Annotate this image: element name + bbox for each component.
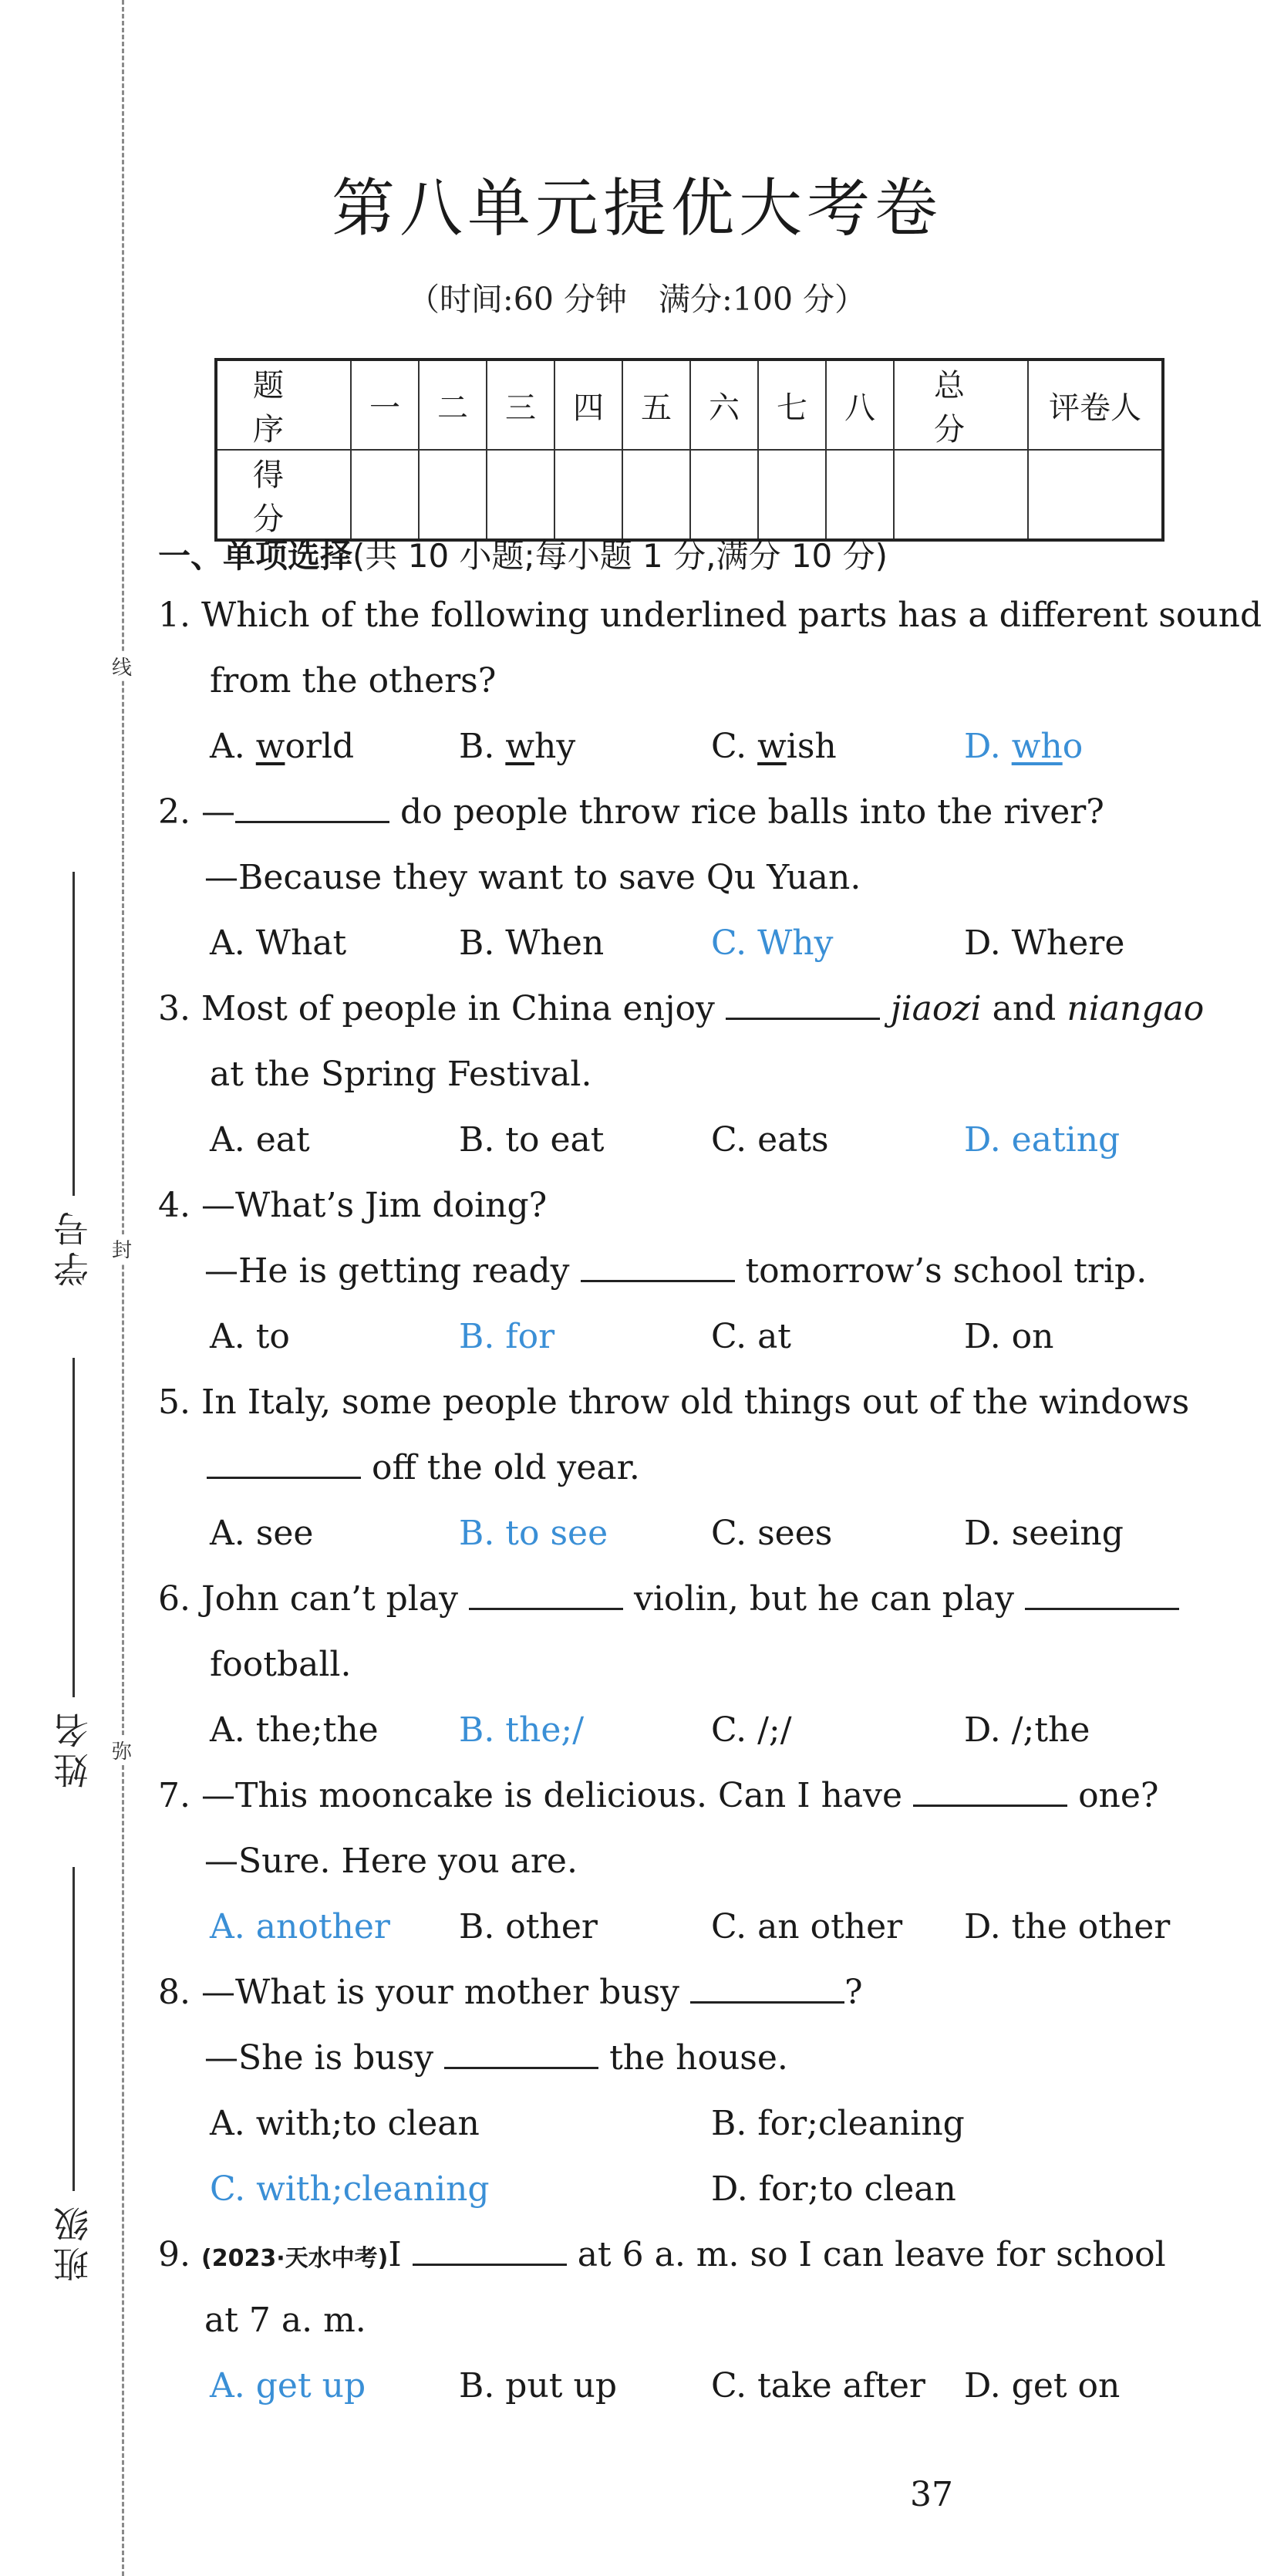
score-cell: 二: [419, 360, 487, 450]
class-field: [42, 1867, 104, 2282]
class-line: [72, 1867, 75, 2191]
option-c[interactable]: C. /;/: [711, 1710, 792, 1750]
question-text: at 6 a. m. so I can leave for school: [577, 2235, 1166, 2274]
option-d-answer[interactable]: D. eating: [964, 1120, 1121, 1160]
question-text: violin, but he can play: [633, 1579, 1014, 1619]
option-letter: B.: [459, 727, 495, 766]
option-d[interactable]: D. the other: [964, 1907, 1171, 1946]
option-d[interactable]: D. on: [964, 1317, 1054, 1356]
underlined-part: w: [255, 727, 285, 766]
word-niangao: niangao: [1067, 989, 1205, 1028]
question-source: (2023·天水中考): [201, 2245, 389, 2272]
option-d[interactable]: D. /;the: [964, 1710, 1090, 1750]
exam-subtitle: （时间:60 分钟 满分:100 分）: [407, 281, 867, 318]
score-table: [214, 358, 1164, 542]
option-c[interactable]: [711, 727, 837, 766]
option-a[interactable]: [210, 727, 354, 766]
score-input-cell[interactable]: [622, 450, 690, 540]
option-b[interactable]: B. for;cleaning: [711, 2104, 965, 2143]
option-b[interactable]: B. to eat: [459, 1120, 605, 1160]
score-table-score-row: [216, 450, 1163, 540]
question-text-cont: football.: [210, 1645, 352, 1684]
section-heading: [158, 531, 888, 577]
question-7: [158, 1776, 1159, 1815]
option-letter: A.: [210, 727, 245, 766]
question-text: —He is getting ready: [204, 1251, 570, 1291]
question-text: off the old year.: [372, 1448, 640, 1487]
score-cell: 总 分: [894, 360, 1028, 450]
answer-blank[interactable]: [413, 2237, 567, 2266]
question-6: [158, 1579, 1179, 1619]
question-4: [158, 1186, 547, 1225]
option-a-answer[interactable]: A. get up: [210, 2366, 366, 2406]
question-1: [158, 596, 1262, 635]
student-id-field: [42, 872, 104, 1287]
question-number: 7.: [158, 1776, 190, 1815]
option-b[interactable]: B. other: [459, 1907, 598, 1946]
score-cell: 六: [690, 360, 758, 450]
score-input-cell[interactable]: [826, 450, 894, 540]
score-input-cell[interactable]: [487, 450, 554, 540]
student-name-field: [42, 1358, 104, 1788]
question-text-cont: from the others?: [210, 661, 497, 701]
question-text: Which of the following underlined parts has a different sound: [201, 596, 1262, 635]
option-c[interactable]: C. an other: [711, 1907, 903, 1946]
score-input-cell[interactable]: [894, 450, 1028, 540]
word-and: and: [992, 989, 1057, 1028]
student-name-label: 姓名: [52, 1708, 94, 1788]
question-2: [158, 792, 1104, 832]
answer-blank[interactable]: [444, 2041, 598, 2069]
question-text: In Italy, some people throw old things out of the windows: [201, 1383, 1190, 1422]
word-jiaozi: jiaozi: [890, 989, 982, 1028]
question-text: —This mooncake is delicious. Can I have: [201, 1776, 903, 1815]
question-9: [158, 2235, 1166, 2274]
option-text: orld: [285, 727, 355, 766]
student-name-line: [72, 1358, 75, 1697]
question-8: [158, 1973, 863, 2012]
question-text: the house.: [609, 2038, 788, 2078]
option-c[interactable]: C. sees: [711, 1514, 833, 1553]
section-title: 一、单项选择: [158, 537, 353, 575]
option-d[interactable]: D. for;to clean: [711, 2169, 956, 2209]
question-text-cont: —Because they want to save Qu Yuan.: [204, 858, 861, 897]
question-number: 3.: [158, 989, 190, 1028]
score-input-cell[interactable]: [690, 450, 758, 540]
answer-blank[interactable]: [690, 1975, 844, 2004]
option-c[interactable]: C. take after: [711, 2366, 925, 2406]
option-d[interactable]: D. Where: [964, 923, 1125, 963]
question-text: ?: [844, 1973, 863, 2012]
question-number: 9.: [158, 2235, 190, 2274]
question-text: John can’t play: [201, 1579, 458, 1619]
option-b-answer[interactable]: B. for: [459, 1317, 555, 1356]
score-input-cell[interactable]: [1028, 450, 1163, 540]
score-input-cell[interactable]: [351, 450, 419, 540]
score-input-cell[interactable]: [554, 450, 622, 540]
dash: —: [201, 792, 235, 832]
score-cell: 三: [487, 360, 554, 450]
option-c[interactable]: C. eats: [711, 1120, 829, 1160]
option-d[interactable]: D. seeing: [964, 1514, 1124, 1553]
answer-blank[interactable]: [469, 1582, 623, 1610]
answer-blank[interactable]: [207, 1450, 361, 1479]
option-a[interactable]: A. see: [210, 1514, 314, 1553]
class-label: 班级: [52, 2202, 94, 2282]
option-text: ish: [786, 727, 837, 766]
margin-mark-xian: 线: [108, 652, 136, 680]
option-text: hy: [534, 727, 576, 766]
score-table-header-row: [216, 360, 1163, 450]
question-text-cont: [204, 2038, 788, 2078]
question-text: one?: [1078, 1776, 1159, 1815]
option-b-answer[interactable]: B. the;/: [459, 1710, 585, 1750]
binding-dashed-line: [122, 0, 124, 2576]
underlined-part: w: [505, 727, 534, 766]
option-letter: D.: [964, 727, 1001, 766]
answer-blank[interactable]: [726, 991, 880, 1020]
question-text: I: [388, 2235, 402, 2274]
score-cell: 七: [758, 360, 826, 450]
option-b[interactable]: B. When: [459, 923, 605, 963]
option-b[interactable]: [459, 727, 575, 766]
answer-blank[interactable]: [581, 1254, 735, 1282]
score-cell: 评卷人: [1028, 360, 1163, 450]
question-number: 1.: [158, 596, 190, 635]
student-id-label: 学号: [52, 1207, 94, 1287]
score-input-cell[interactable]: [419, 450, 487, 540]
question-text: —She is busy: [204, 2038, 434, 2078]
answer-blank[interactable]: [913, 1778, 1067, 1807]
option-b-answer[interactable]: B. to see: [459, 1514, 608, 1553]
question-text: do people throw rice balls into the river?: [399, 792, 1104, 832]
student-id-line: [72, 872, 75, 1196]
option-a[interactable]: A. eat: [210, 1120, 310, 1160]
option-letter: C.: [711, 727, 747, 766]
score-input-cell[interactable]: [758, 450, 826, 540]
question-text-cont: —Sure. Here you are.: [204, 1842, 578, 1881]
option-text: o: [1062, 727, 1084, 766]
question-text-cont: at the Spring Festival.: [210, 1055, 592, 1094]
score-cell: 八: [826, 360, 894, 450]
score-cell: 四: [554, 360, 622, 450]
question-number: 8.: [158, 1973, 190, 2012]
answer-blank[interactable]: [1025, 1582, 1179, 1610]
option-c-answer[interactable]: C. with;cleaning: [210, 2169, 490, 2209]
question-5: [158, 1383, 1189, 1422]
option-a[interactable]: A. What: [210, 923, 347, 963]
score-row-label: 得 分: [216, 450, 351, 540]
question-text: —What’s Jim doing?: [201, 1186, 548, 1225]
question-text: tomorrow’s school trip.: [745, 1251, 1148, 1291]
option-d-answer[interactable]: [964, 727, 1083, 766]
underlined-part: w: [757, 727, 787, 766]
option-d[interactable]: D. get on: [964, 2366, 1121, 2406]
option-a[interactable]: A. with;to clean: [210, 2104, 480, 2143]
page-number: 37: [910, 2475, 953, 2514]
option-b[interactable]: B. put up: [459, 2366, 617, 2406]
score-cell: 题 序: [216, 360, 351, 450]
margin-mark-mi: 弥: [108, 1736, 136, 1764]
question-text: Most of people in China enjoy: [201, 989, 715, 1028]
question-number: 4.: [158, 1186, 190, 1225]
question-text-cont: at 7 a. m.: [204, 2301, 366, 2340]
score-cell: 五: [622, 360, 690, 450]
underlined-part: wh: [1011, 727, 1063, 766]
option-a[interactable]: A. the;the: [210, 1710, 379, 1750]
option-c[interactable]: C. at: [711, 1317, 791, 1356]
score-cell: 一: [351, 360, 419, 450]
page-title: 第八单元提优大考卷: [331, 172, 942, 245]
option-c-answer[interactable]: C. Why: [711, 923, 834, 963]
question-text: —What is your mother busy: [201, 1973, 680, 2012]
question-number: 5.: [158, 1383, 190, 1422]
question-number: 2.: [158, 792, 190, 832]
question-3: [158, 989, 1204, 1028]
option-a[interactable]: A. to: [210, 1317, 290, 1356]
answer-blank[interactable]: [235, 795, 389, 823]
question-number: 6.: [158, 1579, 190, 1619]
question-text-cont: [207, 1448, 640, 1487]
margin-mark-feng: 封: [108, 1234, 136, 1263]
option-a-answer[interactable]: A. another: [210, 1907, 390, 1946]
question-text-cont: [204, 1251, 1147, 1291]
section-note: (共 10 小题;每小题 1 分,满分 10 分): [352, 537, 888, 575]
